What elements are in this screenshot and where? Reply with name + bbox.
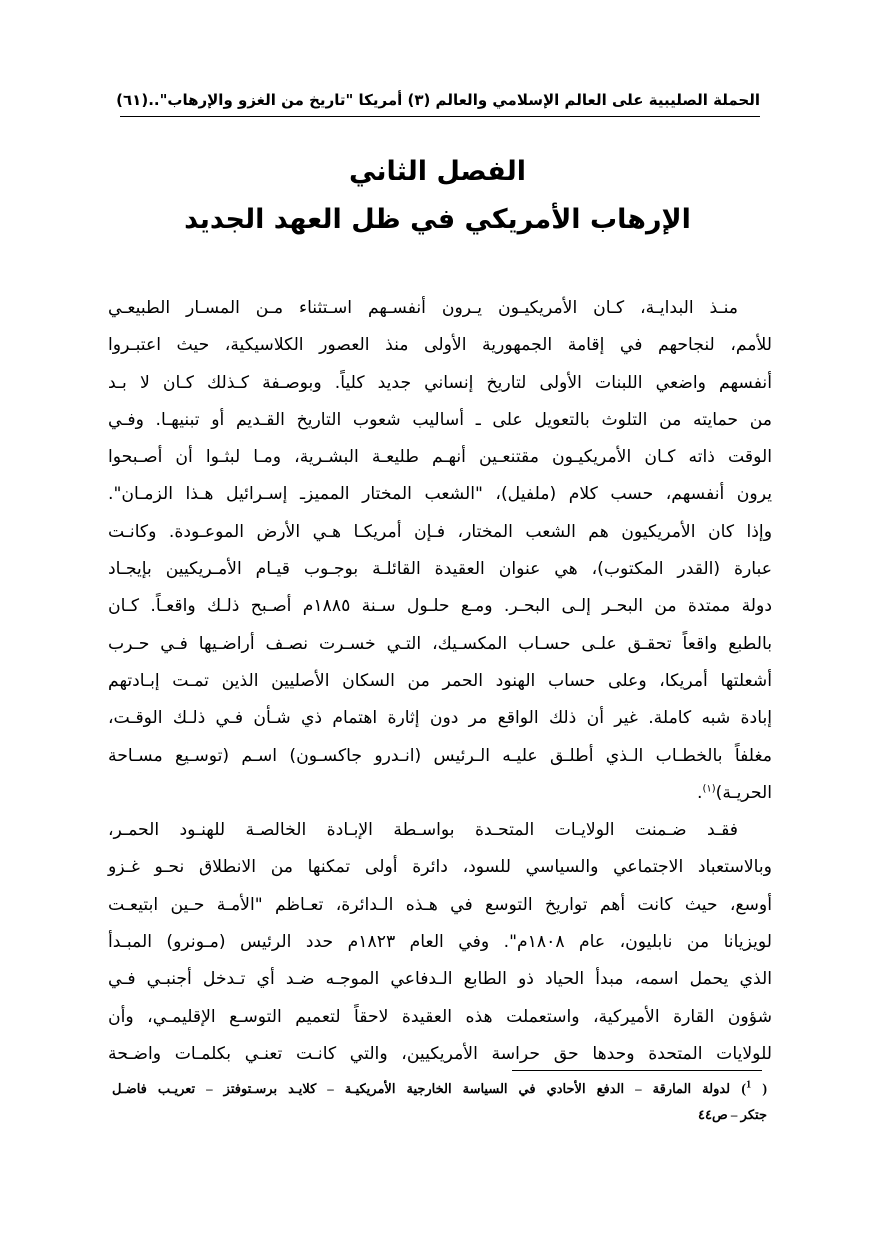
chapter-title: الإرهاب الأمريكي في ظل العهد الجديد — [184, 204, 691, 235]
text-line: دولة ممتدة من البحـر إلـى البحـر. ومـع حلـول سـنة ١٨٨٥م أصـبح ذلـك واقعـاً. كـان — [108, 596, 772, 617]
footnote-text: لدولة المارقة – الدفع الأحادي في السياسة الخارجية الأمريكيـة – كلايـد برسـتوفتز – تعريـب فاضـل — [112, 1081, 731, 1096]
text-line: للولايات المتحدة وحدها حق حراسة الأمريكيين، والتي كانـت تعنـي بكلمـات واضـحة — [108, 1043, 772, 1064]
text-line: إبادة شبه كاملة. غير أن ذلك الواقع مر دون إثارة اهتمام ذي شـأن فـي ذلـك الوقـت، — [108, 708, 772, 729]
text-line: أوسع، حيث كانت أهم تواريخ التوسع في هـذه الـدائرة، تعـاظم "الأمـة حـين ابتيعـت — [108, 894, 772, 915]
text-line: عبارة (القدر المكتوب)، هي عنوان العقيدة القائلـة بوجـوب قيـام الأمـريكيين بإيجـاد — [108, 559, 772, 580]
text-line: الذي يحمل اسمه، مبدأ الحياد ذو الطابع الـدفاعي الموجـه ضـد أي تـدخل أجنبـي فـي — [108, 969, 772, 990]
footnote-reference[interactable]: (١) — [702, 783, 716, 795]
footnote-line: جتكر – ص٤٤ — [698, 1107, 767, 1122]
trailing-punctuation: . — [697, 782, 703, 803]
text-line: يرون أنفسهم، حسب كلام (ملفيل)، "الشعب المختار المميزـ إسـرائيل هـذا الزمـان". — [108, 484, 772, 505]
header-rule — [120, 116, 760, 117]
text-line: أشعلتها أمريكا، وعلى حساب الهنود الحمر من السكان الأصليين الذين تمـت إبـادتهم — [108, 670, 772, 691]
footnote-number: 1 — [746, 1079, 752, 1091]
text-line: للأمم، لنجاحهم في إقامة الجمهورية الأولى منذ العصور الكلاسيكية، حيث اعتبـروا — [108, 335, 772, 356]
running-title: الحملة الصليبية على العالم الإسلامي والعالم (٣) أمريكا "تاريخ من الغزو والإرهاب".. — [148, 91, 760, 109]
page-number: (٦١) — [116, 91, 149, 109]
text-line: من حمايته من التلوث بالتعويل على ـ أساليب شعوب التاريخ القـديم أو تبنيهـا. وفـي — [108, 409, 772, 430]
footnote-marker: ( $^1$) — [730, 1079, 767, 1097]
text-line: مغلفاً بالخطـاب الـذي أطلـق عليـه الـرئيس (انـدرو جاكسـون) اسـم (توسـيع مسـاحة — [108, 745, 772, 766]
footnote-1 — [112, 1076, 767, 1127]
paragraph-1 — [108, 290, 772, 812]
running-header — [116, 88, 760, 112]
text-line: لويزيانا من نابليون، عام ١٨٠٨م". وفي العام ١٨٢٣م حدد الرئيس (مـونرو) المبـدأ — [108, 932, 772, 953]
text-fragment: الحريـة) — [715, 782, 772, 803]
footnote-line — [112, 1076, 767, 1102]
text-line: منـذ البدايـة، كـان الأمريكيـون يـرون أنفسـهم اسـتثناء مـن المسـار الطبيعـي — [108, 298, 738, 318]
body-text — [108, 290, 772, 1073]
text-line: وبالاستعباد الاجتماعي والسياسي للسود، دائرة أولى تمكنها من الانطلاق نحـو غـزو — [108, 857, 772, 878]
paragraph-2 — [108, 812, 772, 1073]
chapter-label: الفصل الثاني — [349, 156, 526, 187]
text-line: الوقت ذاته كـان الأمريكيـون مقتنعـين أنهـم طليعـة البشـرية، ومـا لبثـوا أن أصـبحوا — [108, 447, 772, 468]
footnote-separator — [512, 1070, 762, 1071]
text-line-last — [108, 775, 772, 812]
text-line: فقـد ضـمنت الولايـات المتحـدة بواسـطة الإبـادة الخالصـة للهنـود الحمـر، — [108, 820, 738, 841]
text-line: بالطبع واقعاً تحقـق علـى حسـاب المكسـيك، التـي خسـرت نصـف أراضـيها فـي حـرب — [108, 633, 772, 654]
text-line: أنفسهم واضعي اللبنات الأولى لتاريخ إنساني جديد كلياً. وبوصـفة كـذلك كـان لا بـد — [108, 372, 772, 393]
text-line: وإذا كان الأمريكيون هم الشعب المختار، فـإن أمريكـا هـي الأرض الموعـودة. وكانـت — [108, 521, 772, 542]
text-line: شؤون القارة الأميركية، واستعملت هذه العقيدة لاحقاً لتعميم التوسـع الإقليمـي، وأن — [108, 1006, 772, 1027]
